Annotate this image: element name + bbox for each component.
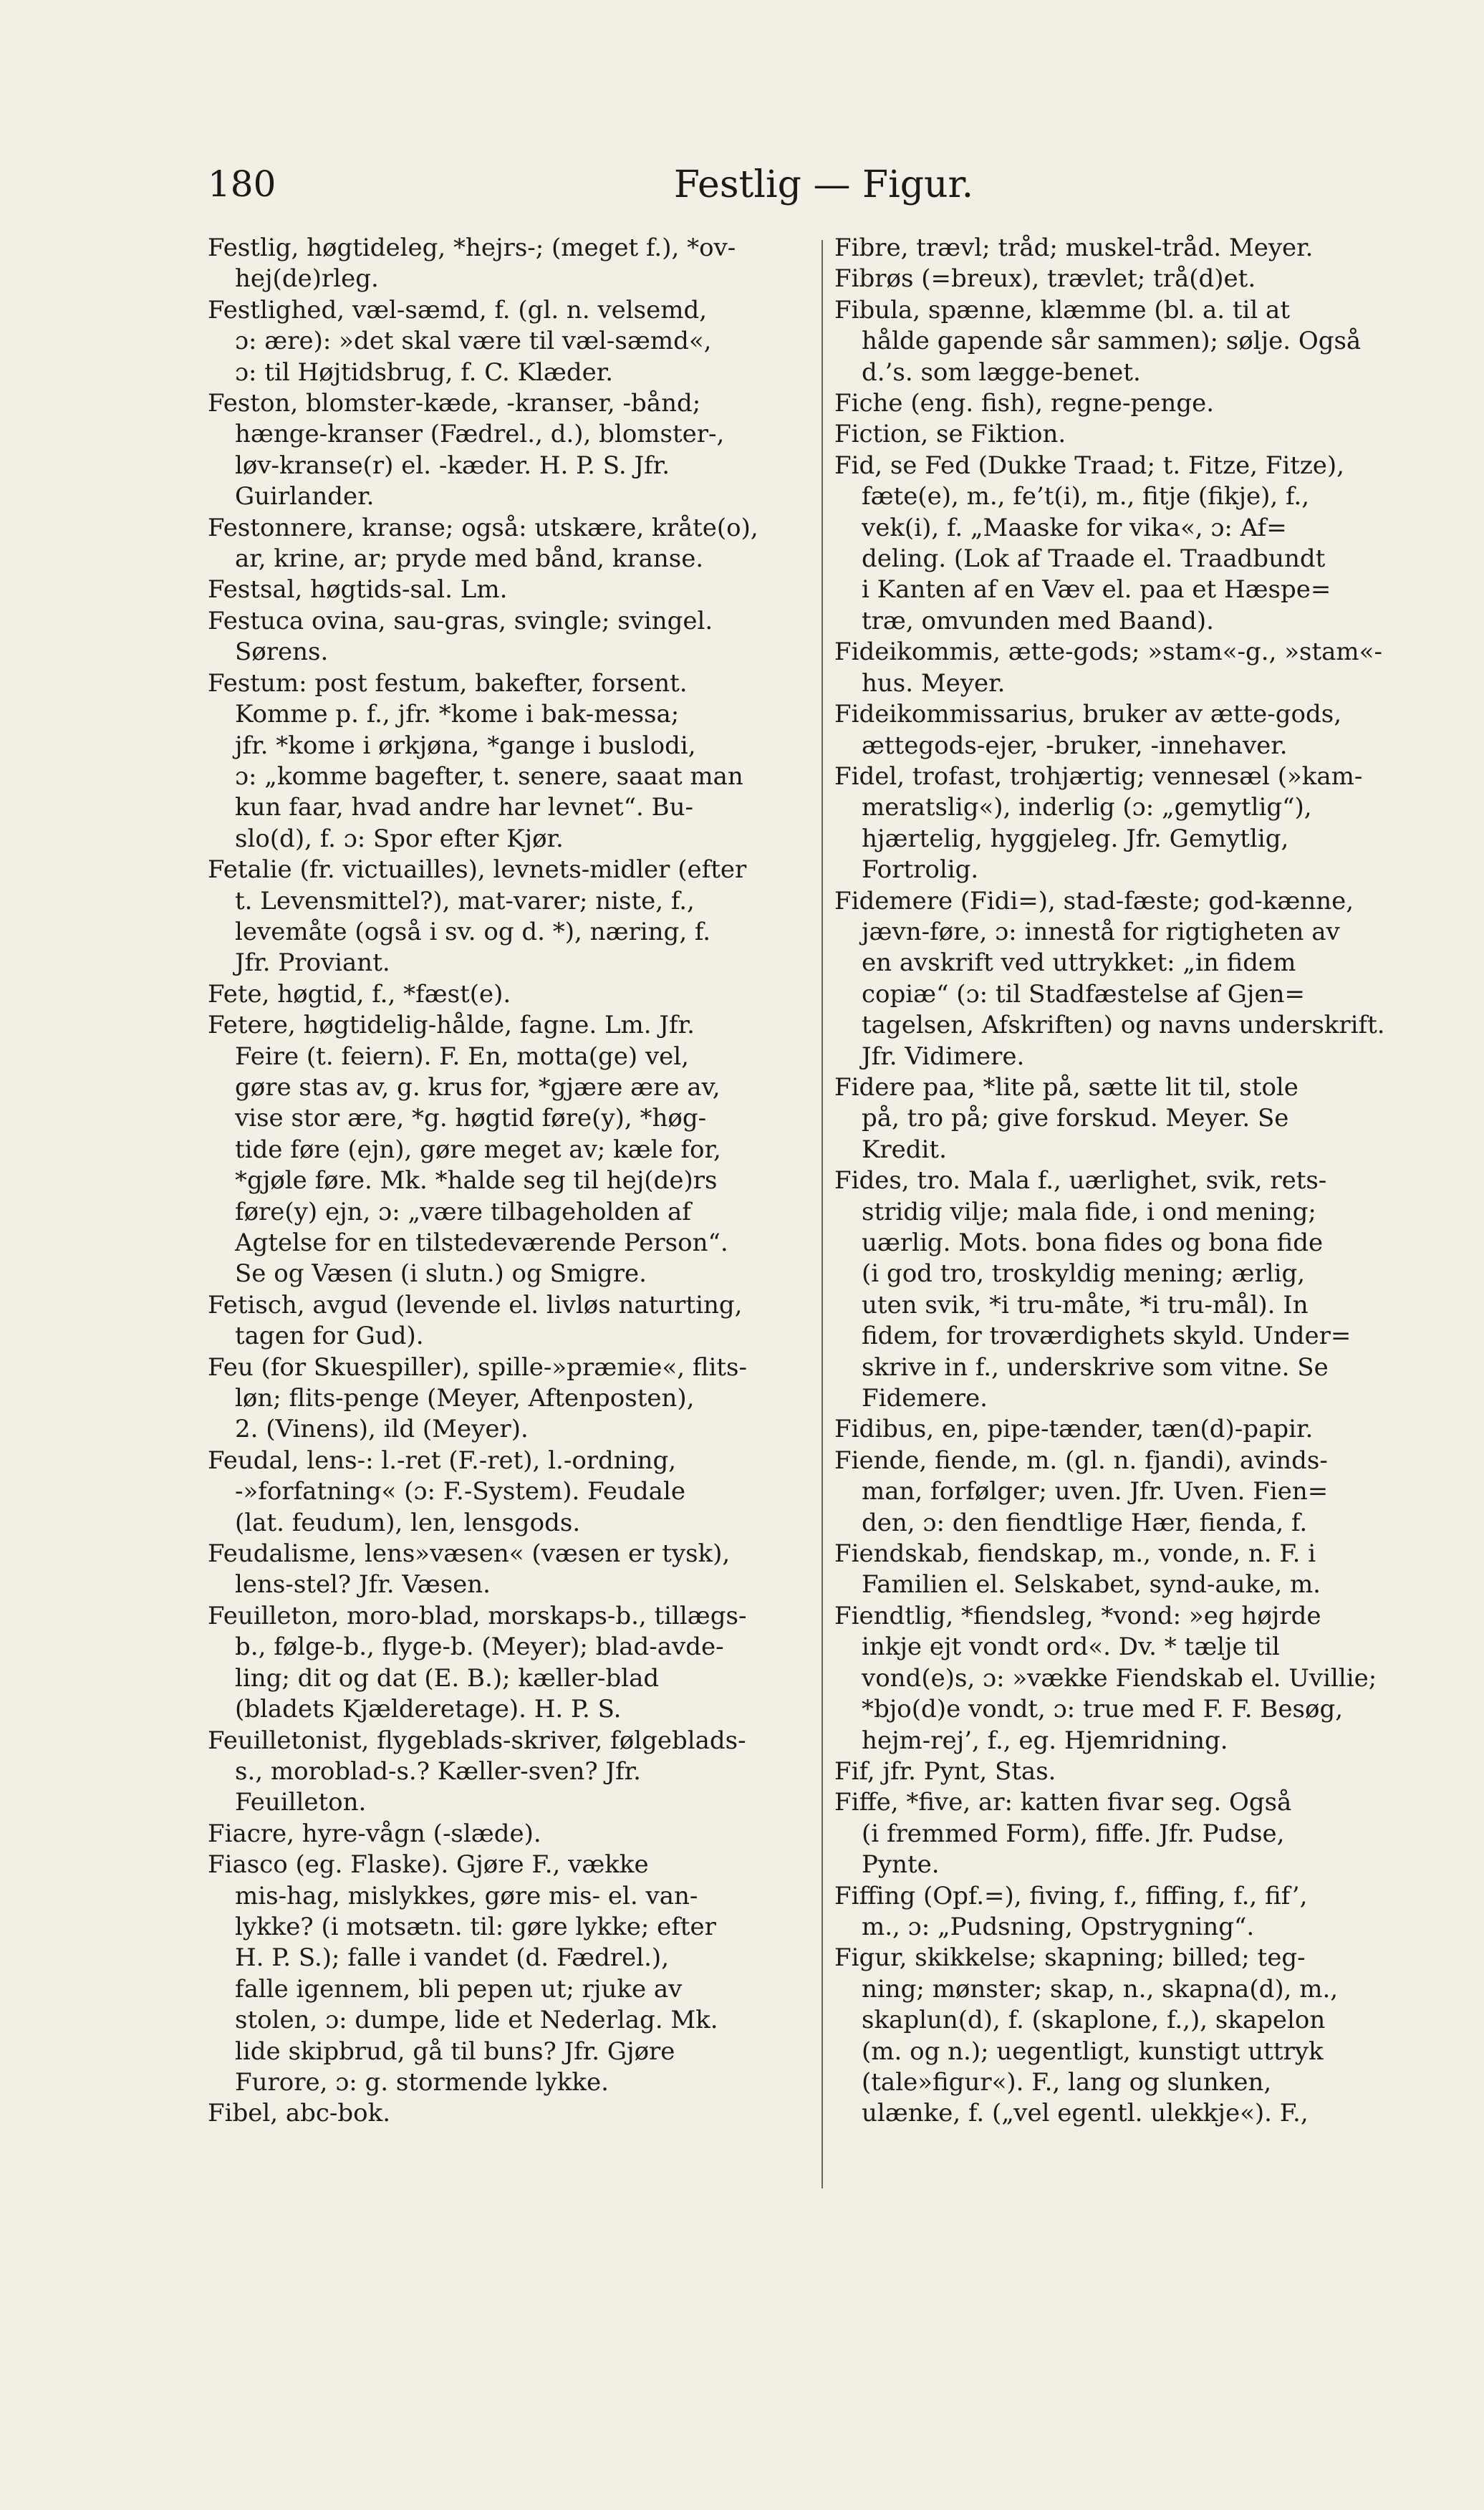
- dictionary-entry: Fibula, spænne, klæmme (bl. a. til at hålde gapende sår sammen); sølje. Også d.’s. som lægge-benet.: [834, 295, 1362, 387]
- dictionary-entry: Festuca ovina, sau-gras, svingle; svingel. Sørens.: [208, 606, 713, 667]
- column-divider: [822, 240, 823, 2188]
- dictionary-entry: Fibel, abc-bok.: [208, 2099, 391, 2128]
- dictionary-entry: Fiche (eng. fish), regne-penge.: [834, 389, 1215, 418]
- dictionary-entry: Fetere, høgtidelig-hålde, fagne. Lm. Jfr. Feire (t. feiern). F. En, motta(ge) vel, gøre stas av, g. krus for, *gjære ære av, vise stor ære, *g. høgtid føre(y), *høg- tide føre (ejn), gøre meget av; kæle for, *gjøle føre. Mk. *halde seg til hej(de)rs føre(y) ejn, ɔ: „være tilbageholden af Agtelse for en tilstedeværende Person“. Se og Væsen (i slutn.) og Smigre.: [208, 1011, 728, 1289]
- dictionary-entry: Feudal, lens-: l.-ret (F.-ret), l.-ordning, -»forfatning« (ɔ: F.-System). Feudale (lat. feudum), len, lensgods.: [208, 1446, 685, 1537]
- dictionary-entry: Fidere paa, *lite på, sætte lit til, stole på, tro på; give forskud. Meyer. Se Kredit.: [834, 1072, 1298, 1164]
- dictionary-entry: Figur, skikkelse; skapning; billed; teg- ning; mønster; skap, n., skapna(d), m., skaplun(d), f. (skaplone, f.,), skapelon (m. og n.); uegentligt, kunstigt uttryk (tale»figur«). F., lang og slunken, ulænke, f. („vel egentl. ulekkje«). F.,: [834, 1943, 1339, 2128]
- dictionary-entry: Fiasco (eg. Flaske). Gjøre F., vække mis-hag, mislykkes, gøre mis- el. van- lykke? (i motsætn. til: gøre lykke; efter H. P. S.); falle i vandet (d. Fædrel.), falle igennem, bli pepen ut; rjuke av stolen, ɔ: dumpe, lide et Nederlag. Mk. lide skipbrud, gå til buns? Jfr. Gjøre Furore, ɔ: g. stormende lykke.: [208, 1850, 718, 2097]
- dictionary-entry: Fideikommissarius, bruker av ætte-gods, ættegods-ejer, -bruker, -innehaver.: [834, 700, 1342, 760]
- dictionary-entry: Feston, blomster-kæde, -kranser, -bånd; hænge-kranser (Fædrel., d.), blomster-, løv-kranse(r) el. -kæder. H. P. S. Jfr. Guirlander.: [208, 389, 725, 511]
- dictionary-entry: Fiende, fiende, m. (gl. n. fjandi), avinds- man, forfølger; uven. Jfr. Uven. Fien= den, ɔ: den fiendtlige Hær, fienda, f.: [834, 1446, 1329, 1537]
- page-number: 180: [208, 163, 276, 205]
- running-head: Festlig — Figur.: [673, 163, 974, 206]
- dictionary-entry: Fiffing (Opf.=), fiving, f., fiffing, f., fif’, m., ɔ: „Pudsning, Opstrygning“.: [834, 1881, 1308, 1941]
- dictionary-entry: Fiffe, *five, ar: katten fivar seg. Også (i fremmed Form), fiffe. Jfr. Pudse, Pynte.: [834, 1788, 1292, 1880]
- dictionary-entry: Fideikommis, ætte-gods; »stam«-g., »stam«- hus. Meyer.: [834, 638, 1382, 698]
- dictionary-entry: Feudalisme, lens»væsen« (væsen er tysk), lens-stel? Jfr. Væsen.: [208, 1539, 731, 1600]
- right-column: [834, 233, 1436, 2130]
- dictionary-entry: Fiacre, hyre-vågn (-slæde).: [208, 1819, 541, 1848]
- dictionary-entry: Festonnere, kranse; også: utskære, kråte(o), ar, krine, ar; pryde med bånd, kranse.: [208, 513, 758, 574]
- dictionary-entry: Feuilleton, moro-blad, morskaps-b., tillægs- b., følge-b., flyge-b. (Meyer); blad-avde- ling; dit og dat (E. B.); kæller-blad (bladets Kjælderetage). H. P. S.: [208, 1601, 747, 1724]
- dictionary-entry: Fidemere (Fidi=), stad-fæste; god-kænne, jævn-føre, ɔ: innestå for rigtigheten av en avskrift ved uttrykket: „in fidem copiæ“ (ɔ: til Stadfæstelse af Gjen= tagelsen, Afskriften) og navns underskrift. Jfr. Vidimere.: [834, 886, 1385, 1071]
- dictionary-entry: Festlig, høgtideleg, *hejrs-; (meget f.), *ov- hej(de)rleg.: [208, 234, 736, 294]
- dictionary-entry: Fidel, trofast, trohjærtig; vennesæl (»kam- meratslig«), inderlig (ɔ: „gemytlig“), hjærtelig, hyggjeleg. Jfr. Gemytlig, Fortrolig.: [834, 761, 1363, 885]
- page-header: [208, 163, 1440, 221]
- dictionary-entry: Fid, se Fed (Dukke Traad; t. Fitze, Fitze), fæte(e), m., fe’t(i), m., fitje (fikje), f., vek(i), f. „Maaske for vika«, ɔ: Af= deling. (Lok af Traade el. Traadbundt i Kanten af en Væv el. paa et Hæspe= træ, omvunden med Baand).: [834, 451, 1344, 635]
- dictionary-entry: Fiction, se Fiktion.: [834, 420, 1066, 449]
- dictionary-entry: Fides, tro. Mala f., uærlighet, svik, rets- stridig vilje; mala fide, i ond mening; uærlig. Mots. bona fides og bona fide (i god tro, troskyldig mening; ærlig, uten svik, *i tru-måte, *i tru-mål). In fidem, for troværdighets skyld. Under= skrive in f., underskrive som vitne. Se Fidemere.: [834, 1166, 1352, 1413]
- dictionary-entry: Festlighed, væl-sæmd, f. (gl. n. velsemd, ɔ: ære): »det skal være til væl-sæmd«, ɔ: til Højtidsbrug, f. C. Klæder.: [208, 295, 712, 387]
- dictionary-entry: Fetalie (fr. victuailles), levnets-midler (efter t. Levensmittel?), mat-varer; niste, f., levemåte (også i sv. og d. *), næring, f. Jfr. Proviant.: [208, 855, 747, 978]
- dictionary-entry: Fete, høgtid, f., *fæst(e).: [208, 979, 511, 1009]
- left-column: [208, 233, 809, 2130]
- dictionary-entry: Fiendtlig, *fiendsleg, *vond: »eg højrde inkje ejt vondt ord«. Dv. * tælje til vond(e)s, ɔ: »vække Fiendskab el. Uvillie; *bjo(d)e vondt, ɔ: true med F. F. Besøg, hejm-rej’, f., eg. Hjemridning.: [834, 1601, 1377, 1755]
- dictionary-entry: Fibre, trævl; tråd; muskel-tråd. Meyer.: [834, 234, 1314, 262]
- dictionary-entry: Fidibus, en, pipe-tænder, tæn(d)-papir.: [834, 1415, 1314, 1444]
- dictionary-entry: Fif, jfr. Pynt, Stas.: [834, 1756, 1056, 1786]
- dictionary-entry: Feu (for Skuespiller), spille-»præmie«, flits- løn; flits-penge (Meyer, Aftenposten), 2. (Vinens), ild (Meyer).: [208, 1352, 747, 1444]
- dictionary-entry: Fibrøs (=breux), trævlet; trå(d)et.: [834, 264, 1256, 294]
- dictionary-entry: Feuilletonist, flygeblads-skriver, følgeblads- s., moroblad-s.? Kæller-sven? Jfr. Feuilleton.: [208, 1726, 746, 1817]
- dictionary-entry: Festsal, høgtids-sal. Lm.: [208, 575, 508, 605]
- dictionary-entry: Festum: post festum, bakefter, forsent. Komme p. f., jfr. *kome i bak-messa; jfr. *kome i ørkjøna, *gange i buslodi, ɔ: „komme bagefter, t. senere, saaat man kun faar, hvad andre har levnet“. Bu- slo(d), f. ɔ: Spor efter Kjør.: [208, 668, 743, 853]
- dictionary-entry: Fetisch, avgud (levende el. livløs naturting, tagen for Gud).: [208, 1290, 743, 1351]
- dictionary-entry: Fiendskab, fiendskap, m., vonde, n. F. i Familien el. Selskabet, synd-auke, m.: [834, 1539, 1321, 1600]
